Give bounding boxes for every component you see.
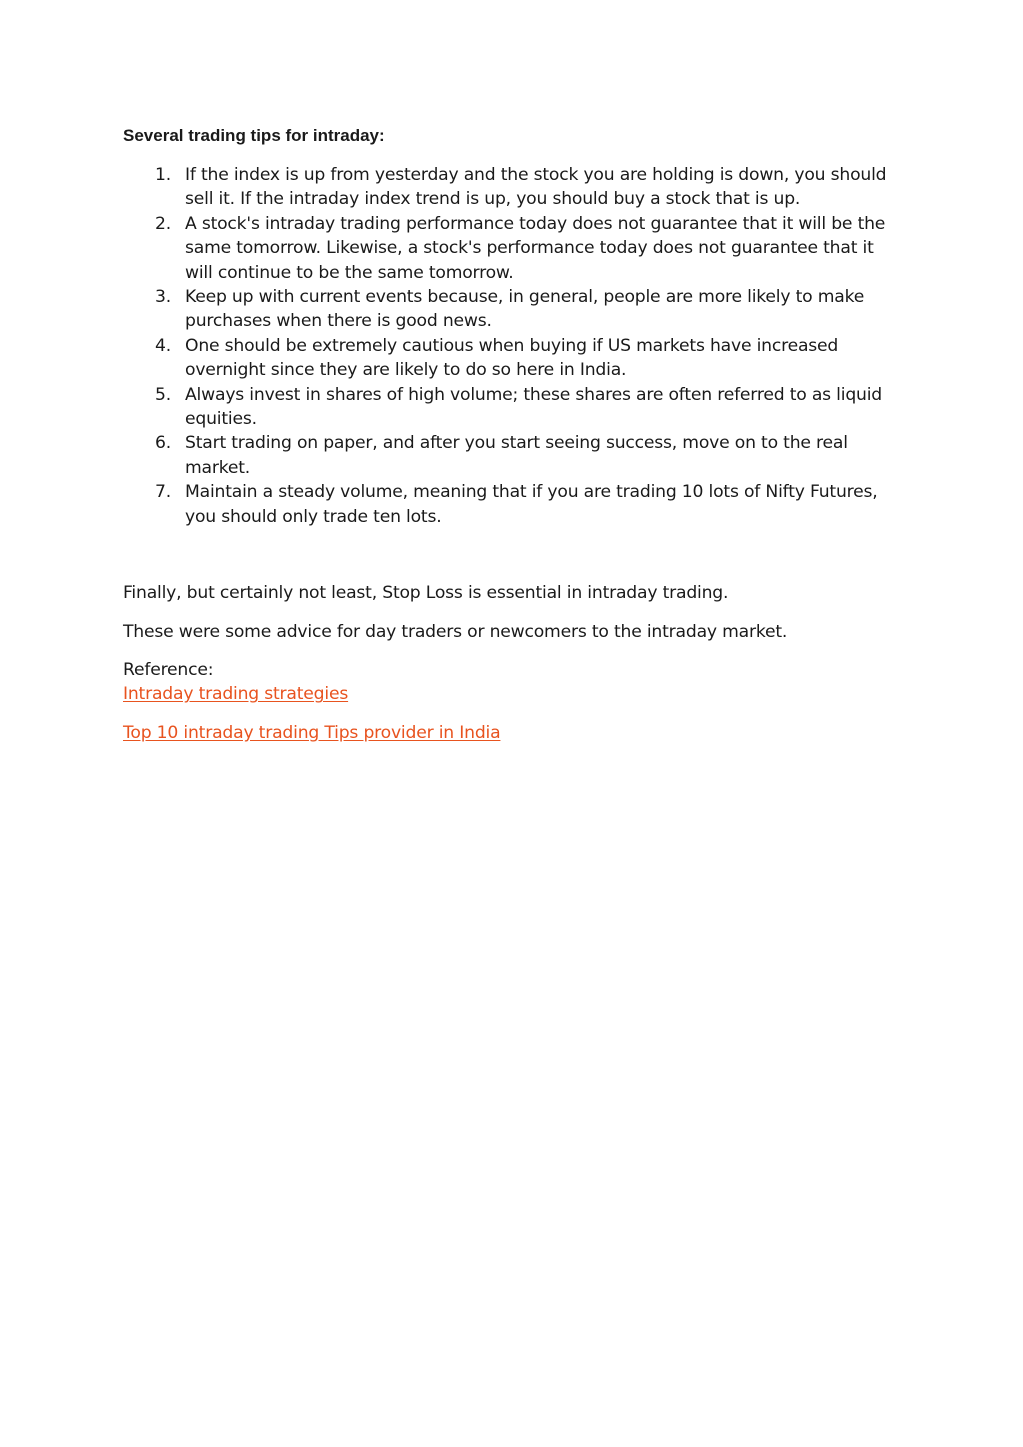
reference-link-strategies[interactable]: Intraday trading strategies [123,684,349,705]
tip-number: 2. [155,213,171,234]
tip-item [123,212,903,285]
tip-number: 3. [155,287,171,308]
tip-number: 6. [155,433,171,454]
tip-item [123,431,903,480]
reference-link-tips-provider[interactable]: Top 10 intraday trading Tips provider in India [123,722,501,743]
tip-text: Always invest in shares of high volume; these shares are often referred to as liquid equities. [185,384,883,430]
closing-paragraph: Finally, but certainly not least, Stop Loss is essential in intraday trading. [123,583,729,604]
tip-item [123,163,903,212]
tip-number: 7. [155,482,171,503]
tip-number: 5. [155,384,171,405]
tip-item [123,383,903,432]
tip-number: 4. [155,335,171,356]
tip-item [123,285,903,334]
section-heading: Several trading tips for intraday: [123,126,385,145]
tip-text: A stock's intraday trading performance today does not guarantee that it will be the same tomorrow. Likewise, a stock's performance today does not guarantee that it will continue to be the same tomorrow. [185,213,886,283]
tip-text: If the index is up from yesterday and the stock you are holding is down, you should sell it. If the intraday index trend is up, you should buy a stock that is up. [185,165,887,210]
tips-list [123,163,903,529]
advice-paragraph: These were some advice for day traders or newcomers to the intraday market. [123,621,788,642]
tip-number: 1. [155,165,171,185]
reference-label: Reference: [123,659,214,680]
tip-text: Start trading on paper, and after you start seeing success, move on to the real market. [185,433,848,478]
tip-text: One should be extremely cautious when buying if US markets have increased overnight since they are likely to do so here in India. [185,335,839,381]
tip-item [123,334,903,383]
tip-item [123,480,903,529]
tip-text: Keep up with current events because, in general, people are more likely to make purchases when there is good news. [185,287,865,332]
tip-text: Maintain a steady volume, meaning that if you are trading 10 lots of Nifty Futures, you should only trade ten lots. [185,482,878,527]
document-page [123,124,903,745]
